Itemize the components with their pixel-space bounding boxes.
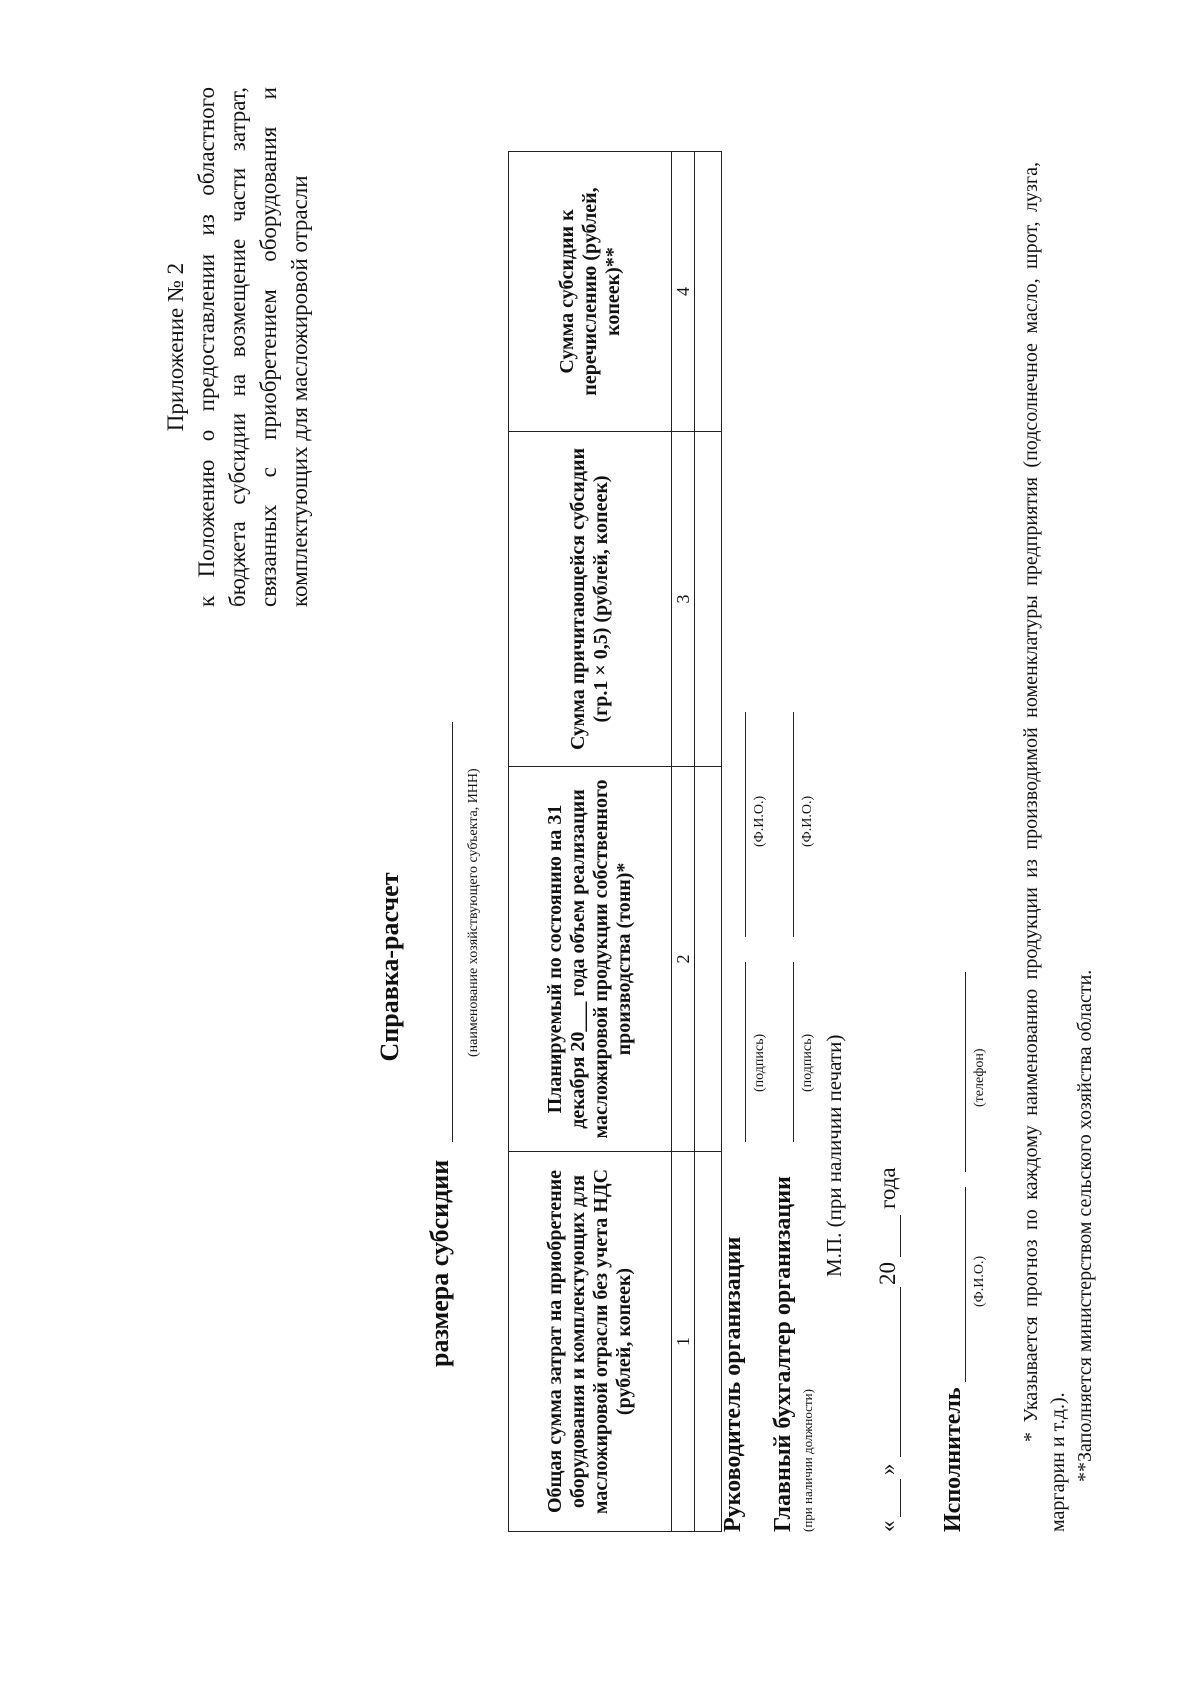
- date-year-field[interactable]: [900, 1215, 901, 1257]
- appendix-block: [160, 87, 315, 607]
- name-caption: (Ф.И.О.): [972, 1255, 987, 1307]
- stamp-note: М.П. (при наличии печати): [822, 1034, 846, 1277]
- date-close-quote: »: [875, 1463, 900, 1475]
- executor-label: Исполнитель: [940, 1387, 966, 1532]
- head-signature-line[interactable]: [745, 962, 746, 1142]
- date-year-prefix: 20: [875, 1262, 900, 1285]
- table-number-row: [672, 152, 695, 1532]
- appendix-title: Приложение № 2: [163, 262, 188, 432]
- appendix-text: к Положению о предоставлении из областного бюджета субсидии на возмещение части затрат, связанных с приобретением оборудования и комплектующих для масложировой отрасли: [194, 87, 312, 607]
- phone-caption: (телефон): [972, 1048, 987, 1107]
- footnote-1: * Указывается прогноз по каждому наименованию продукции из производимой номенклатуры предприятия (подсолнечное масло, шрот, лузга, маргарин и т.д.).: [1020, 162, 1069, 1532]
- accountant-note: (при наличии должности): [800, 1389, 815, 1532]
- subsidy-label: размера субсидии: [425, 1159, 454, 1367]
- name-caption: (Ф.И.О.): [800, 795, 815, 847]
- accountant-label: Главный бухгалтер организации: [770, 1176, 796, 1532]
- signature-caption: (подпись): [752, 1033, 767, 1092]
- executor-name-line[interactable]: [965, 1187, 966, 1382]
- accountant-signature-line[interactable]: [793, 962, 794, 1142]
- date-day-field[interactable]: [900, 1479, 901, 1517]
- entity-caption: (наименование хозяйствующего субъекта, ИНН): [466, 768, 481, 1057]
- column-number: 2: [672, 767, 695, 1152]
- date-suffix: года: [875, 1167, 900, 1209]
- name-caption: (Ф.И.О.): [752, 795, 767, 847]
- column-header-subsidy-transfer: Сумма субсидии к перечислению (рублей, копеек)**: [509, 152, 672, 432]
- document-title: Справка-расчет: [375, 872, 404, 1062]
- column-number: 3: [672, 432, 695, 767]
- table-cell-input[interactable]: [695, 152, 722, 432]
- table-header-row: [509, 152, 672, 1532]
- accountant-name-line[interactable]: [793, 712, 794, 937]
- signature-caption: (подпись): [800, 1033, 815, 1092]
- column-header-subsidy-due: Сумма причитающейся субсидии (гр.1 × 0,5) (рублей, копеек): [509, 432, 672, 767]
- column-header-total-costs: Общая сумма затрат на приобретение оборудования и комплектующих для масложировой отрасли без учета НДС (рублей, копеек): [509, 1152, 672, 1532]
- table-cell-input[interactable]: [695, 767, 722, 1152]
- head-name-line[interactable]: [745, 712, 746, 937]
- table-row: [695, 152, 722, 1532]
- table-cell-input[interactable]: [695, 1152, 722, 1532]
- column-header-planned-volume: Планируемый по состоянию на 31 декабря 20___ года объем реализации масложировой продукции собственного производства (тонн)*: [509, 767, 672, 1152]
- date-open-quote: «: [875, 1520, 900, 1532]
- column-number: 4: [672, 152, 695, 432]
- table-cell-input[interactable]: [695, 432, 722, 767]
- head-label: Руководитель организации: [720, 1236, 746, 1532]
- date-month-field[interactable]: [900, 1287, 901, 1457]
- calculation-table: [508, 151, 722, 1532]
- column-number: 1: [672, 1152, 695, 1532]
- executor-phone-line[interactable]: [965, 972, 966, 1172]
- entity-name-field[interactable]: [452, 722, 453, 1142]
- footnote-2: **Заполняется министерством сельского хозяйства области.: [1074, 969, 1096, 1482]
